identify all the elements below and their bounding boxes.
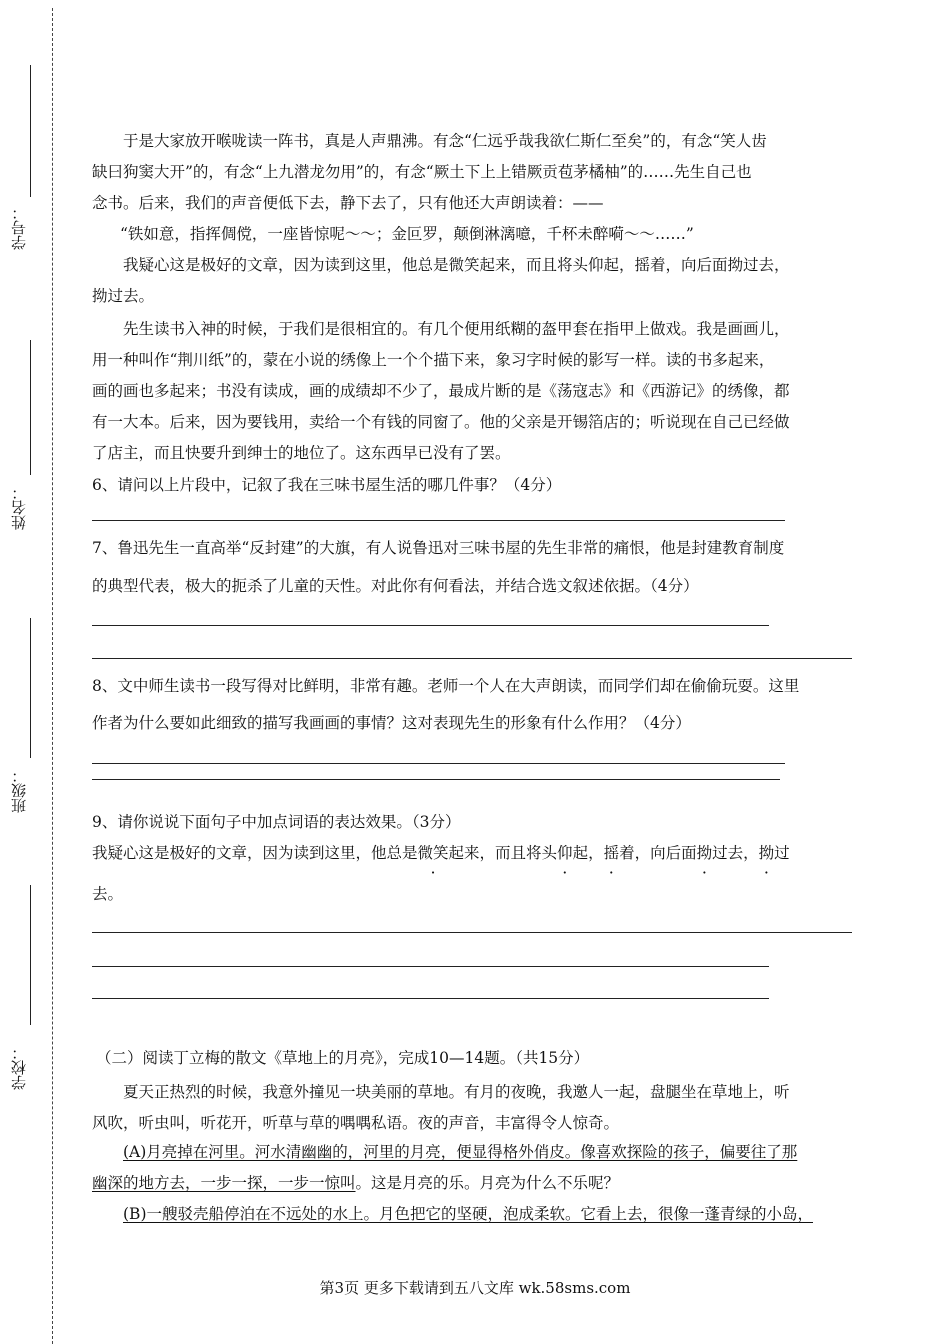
question-8: 作者为什么要如此细致的描写我画画的事情？这对表现先生的形象有什么作用？（4分） (92, 714, 691, 732)
passage-line: “铁如意，指挥倜傥，一座皆惊呢～～；金叵罗，颠倒淋漓噫，千杯未醉嗬～～……” (120, 225, 694, 243)
passage-line: 风吹，听虫叫，听花开，听草与草的喁喁私语。夜的声音，丰富得令人惊奇。 (92, 1114, 620, 1132)
question-7: 7、鲁迅先生一直高举“反封建”的大旗，有人说鲁迅对三味书屋的先生非常的痛恨，他是封建教育制度 (92, 539, 785, 557)
passage-line: 夏天正热烈的时候，我意外撞见一块美丽的草地。有月的夜晚，我邀人一起，盘腿坐在草地上，听 (123, 1083, 790, 1101)
dotted-word: 拗 (758, 844, 775, 862)
margin-rule (30, 340, 31, 475)
passage-line: 念书。后来，我们的声音便低下去，静下去了，只有他还大声朗读着：—— (92, 194, 604, 212)
student-no-label: 学号： (10, 205, 28, 250)
sentence-text: 过去， (712, 844, 759, 862)
sentence-text: 起， (572, 844, 604, 862)
answer-line[interactable] (92, 779, 780, 780)
passage-line: 先生读书入神的时候，于我们是很相宜的。有几个便用纸糊的盔甲套在指甲上做戏。我是画画儿， (123, 320, 790, 338)
question-6: 6、请问以上片段中，记叙了我在三味书屋生活的哪几件事？（4分） (92, 476, 562, 494)
dotted-word: 摇 (603, 844, 620, 862)
class-label: 班级： (10, 768, 28, 813)
answer-line[interactable] (92, 998, 769, 999)
passage-line-b: (B)一艘驳壳船停泊在不远处的水上。月色把它的坚硬，泡成柔软。它看上去，很像一蓬青绿的小岛， (123, 1205, 813, 1223)
passage-line: 拗过去。 (92, 287, 155, 305)
dotted-word: 仰 (557, 844, 573, 862)
answer-line[interactable] (92, 966, 769, 967)
dotted-word: 拗 (696, 844, 713, 862)
answer-line[interactable] (92, 520, 785, 521)
question-8: 8、文中师生读书一段写得对比鲜明，非常有趣。老师一个人在大声朗读，而同学们却在偷偷玩耍。这里 (92, 677, 800, 695)
sentence-text: 起来，而且将头 (448, 844, 558, 862)
question-9-sentence (92, 838, 862, 869)
answer-line[interactable] (92, 658, 852, 659)
answer-line[interactable] (92, 763, 785, 764)
passage-line: 了店主，而且快要升到绅士的地位了。这东西早已没有了罢。 (92, 444, 511, 462)
sentence-text: 我疑心这是极好的文章，因为读到这里，他总是 (92, 844, 418, 862)
name-label: 姓名： (10, 485, 28, 530)
passage-line-a: (A)月亮掉在河里。河水清幽幽的，河里的月亮，便显得格外俏皮。像喜欢探险的孩子，偏要往了那 (123, 1143, 798, 1161)
sentence-text: 过 (774, 844, 790, 862)
school-label: 学校： (10, 1045, 28, 1090)
underlined-text: 幽深的地方去，一步一探，一步一惊叫 (92, 1174, 356, 1192)
margin-rule (30, 885, 31, 1025)
page-footer: 第3页 更多下载请到五八文库 wk.58sms.com (319, 1279, 631, 1297)
sentence-text: 着，向后面 (619, 844, 697, 862)
answer-line[interactable] (92, 625, 769, 626)
question-9-sentence: 去。 (92, 885, 124, 903)
question-9: 9、请你说说下面句子中加点词语的表达效果。（3分） (92, 813, 461, 831)
passage-line: 有一大本。后来，因为要钱用，卖给一个有钱的同窗了。他的父亲是开锡箔店的；听说现在自己已经做 (92, 413, 790, 431)
passage-text: 。这是月亮的乐。月亮为什么不乐呢？ (355, 1174, 620, 1192)
passage-line: 画的画也多起来；书没有读成，画的成绩却不少了，最成片断的是《荡寇志》和《西游记》的绣像，都 (92, 382, 790, 400)
margin-rule (30, 65, 31, 197)
question-7: 的典型代表，极大的扼杀了儿童的天性。对此你有何看法，并结合选文叙述依据。（4分） (92, 577, 699, 595)
passage-line: 缺曰狗窦大开”的，有念“上九潜龙勿用”的，有念“厥土下上上错厥贡苞茅橘柚”的……先生自己也 (92, 163, 752, 181)
answer-line[interactable] (92, 932, 852, 933)
section-heading: （二）阅读丁立梅的散文《草地上的月亮》，完成10—14题。（共15分） (96, 1049, 590, 1067)
passage-line: 用一种叫作“荆川纸”的，蒙在小说的绣像上一个个描下来，象习字时候的影写一样。读的书多起来， (92, 351, 775, 369)
passage-line: 我疑心这是极好的文章，因为读到这里，他总是微笑起来，而且将头仰起，摇着，向后面拗过去， (123, 256, 790, 274)
passage-line: 于是大家放开喉咙读一阵书，真是人声鼎沸。有念“仁远乎哉我欲仁斯仁至矣”的，有念“笑人齿 (123, 132, 767, 150)
binding-dashed-line (52, 8, 53, 1344)
passage-line-a (92, 1168, 862, 1199)
margin-rule (30, 618, 31, 758)
dotted-word: 微笑 (417, 844, 449, 862)
